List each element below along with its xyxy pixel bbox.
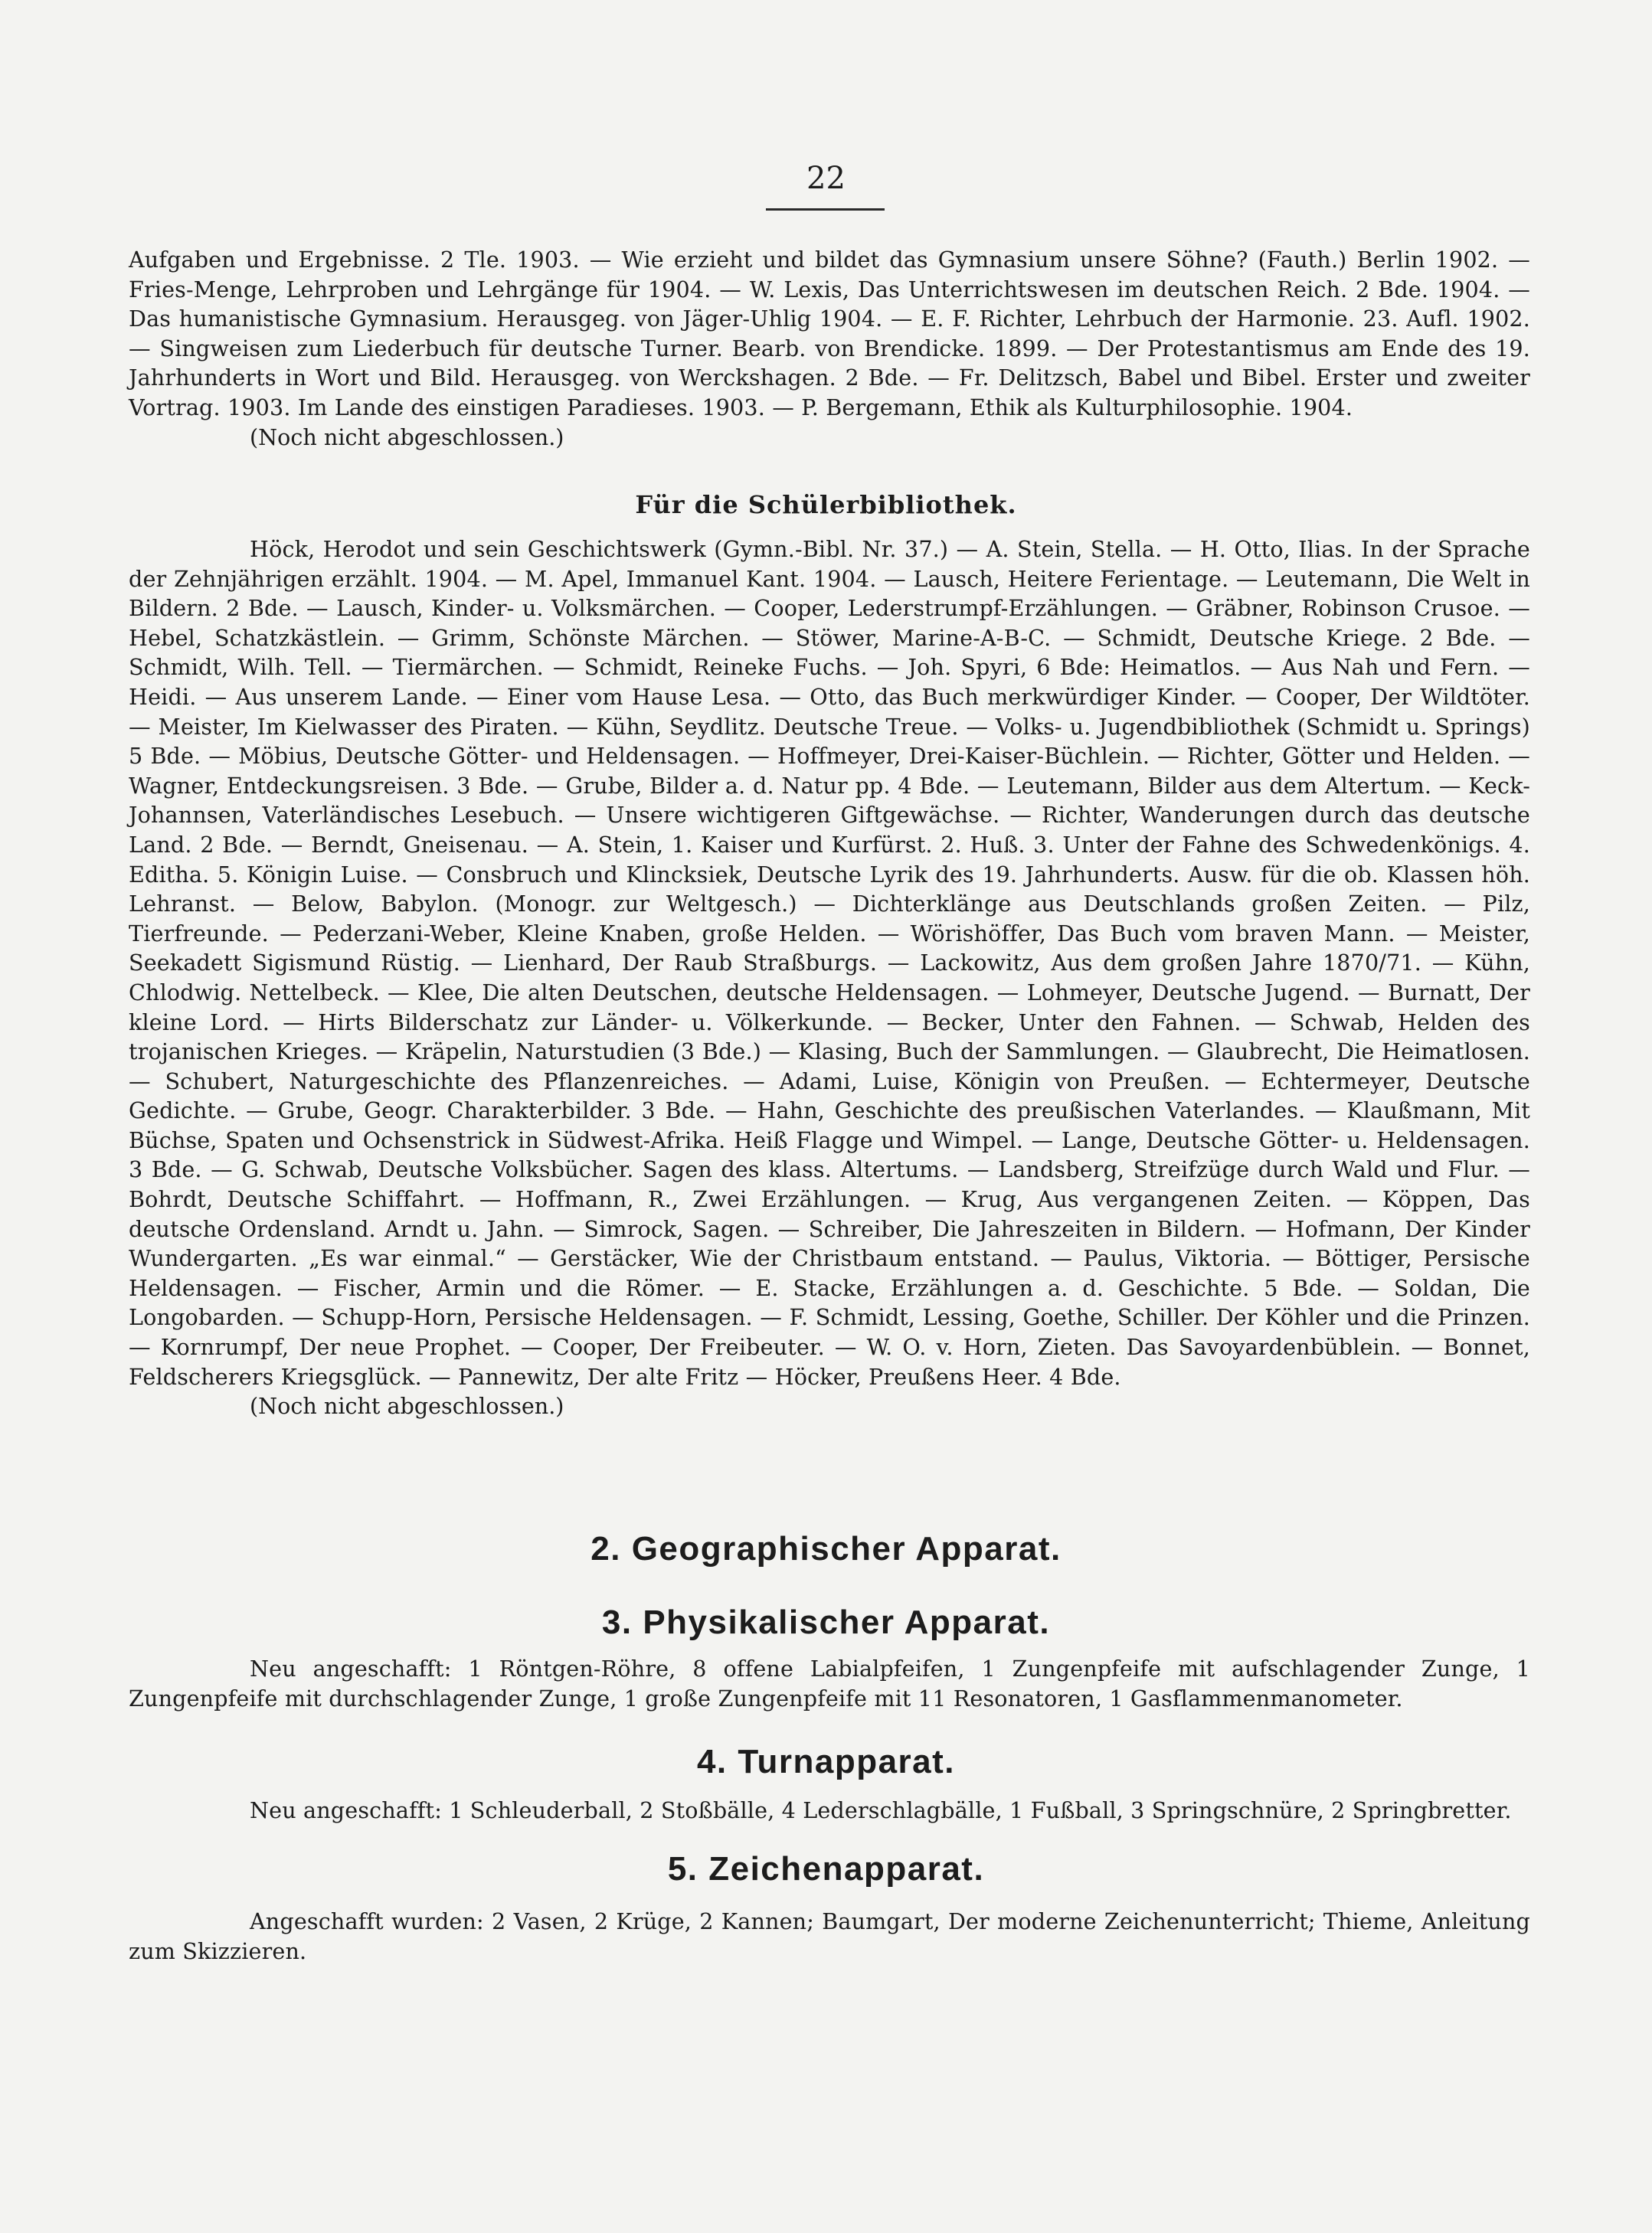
- section-geographic-title: 2. Geographischer Apparat.: [590, 1530, 1062, 1568]
- student-library-note: (Noch nicht abgeschlossen.): [250, 1393, 564, 1420]
- page-number: 22: [806, 161, 846, 196]
- page-number-rule: [766, 208, 885, 211]
- section-physical-text: Neu angeschafft: 1 Röntgen-Röhre, 8 offene Labialpfeifen, 1 Zungenpfeife mit aufschlagender Zunge, 1 Zungenpfeife mit durchschlagender Zunge, 1 große Zungenpfeife mit 11 Resonatoren, 1 Gasflammenmanometer.: [129, 1656, 1530, 1712]
- section-physical-block: [129, 1654, 1530, 1713]
- student-library-heading: Für die Schülerbibliothek.: [635, 490, 1017, 519]
- teacher-library-note: (Noch nicht abgeschlossen.): [250, 423, 564, 450]
- student-library-block: [129, 535, 1530, 1421]
- teacher-library-text: Aufgaben und Ergebnisse. 2 Tle. 1903. — Wie erzieht und bildet das Gymnasium unsere Söhne? (Fauth.) Berlin 1902. — Fries-Menge, Lehrproben und Lehrgänge für 1904. — W. Lexis, Das Unterrichtswesen im deutschen Reich. 2 Bde. 1904. — Das humanistische Gymnasium. Herausgeg. von Jäger-Uhlig 1904. — E. F. Richter, Lehrbuch der Harmonie. 23. Aufl. 1902. — Singweisen zum Liederbuch für deutsche Turner. Bearb. von Brendicke. 1899. — Der Protestantismus am Ende des 19. Jahrhunderts in Wort und Bild. Herausgeg. von Werckshagen. 2 Bde. — Fr. Delitzsch, Babel und Bibel. Erster und zweiter Vortrag. 1903. Im Lande des einstigen Paradieses. 1903. — P. Bergemann, Ethik als Kulturphilosophie. 1904.: [129, 247, 1530, 420]
- section-gym-text: Neu angeschafft: 1 Schleuderball, 2 Stoßbälle, 4 Lederschlagbälle, 1 Fußball, 3 Springschnüre, 2 Springbretter.: [250, 1797, 1512, 1823]
- section-drawing-title: 5. Zeichenapparat.: [667, 1850, 985, 1888]
- section-drawing-text: Angeschafft wurden: 2 Vasen, 2 Krüge, 2 Kannen; Baumgart, Der moderne Zeichenunterricht; Thieme, Anleitung zum Skizzieren.: [129, 1908, 1530, 1964]
- teacher-library-block: [129, 245, 1530, 452]
- section-gym-title: 4. Turnapparat.: [696, 1743, 956, 1780]
- student-library-text: Höck, Herodot und sein Geschichtswerk (Gymn.-Bibl. Nr. 37.) — A. Stein, Stella. — H. Otto, Ilias. In der Sprache der Zehnjährigen erzählt. 1904. — M. Apel, Immanuel Kant. 1904. — Lausch, Heitere Ferientage. — Leutemann, Die Welt in Bildern. 2 Bde. — Lausch, Kinder- u. Volksmärchen. — Cooper, Lederstrumpf-Erzählungen. — Gräbner, Robinson Crusoe. — Hebel, Schatzkästlein. — Grimm, Schönste Märchen. — Stöwer, Marine-A-B-C. — Schmidt, Deutsche Kriege. 2 Bde. — Schmidt, Wilh. Tell. — Tiermärchen. — Schmidt, Reineke Fuchs. — Joh. Spyri, 6 Bde: Heimatlos. — Aus Nah und Fern. — Heidi. — Aus unserem Lande. — Einer vom Hause Lesa. — Otto, das Buch merkwürdiger Kinder. — Cooper, Der Wildtöter. — Meister, Im Kielwasser des Piraten. — Kühn, Seydlitz. Deutsche Treue. — Volks- u. Jugendbibliothek (Schmidt u. Springs) 5 Bde. — Möbius, Deutsche Götter- und Heldensagen. — Hoffmeyer, Drei-Kaiser-Büchlein. — Richter, Götter und Helden. — Wagner, Entdeckungsreisen. 3 Bde. — Grube, Bilder a. d. Natur pp. 4 Bde. — Leutemann, Bilder aus dem Altertum. — Keck-Johannsen, Vaterländisches Lesebuch. — Unsere wichtigeren Giftgewächse. — Richter, Wanderungen durch das deutsche Land. 2 Bde. — Berndt, Gneisenau. — A. Stein, 1. Kaiser und Kurfürst. 2. Huß. 3. Unter der Fahne des Schwedenkönigs. 4. Editha. 5. Königin Luise. — Consbruch und Klincksiek, Deutsche Lyrik des 19. Jahrhunderts. Ausw. für die ob. Klassen höh. Lehranst. — Below, Babylon. (Monogr. zur Weltgesch.) — Dichterklänge aus Deutschlands großen Zeiten. — Pilz, Tierfreunde. — Pederzani-Weber, Kleine Knaben, große Helden. — Wörishöffer, Das Buch vom braven Mann. — Meister, Seekadett Sigismund Rüstig. — Lienhard, Der Raub Straßburgs. — Lackowitz, Aus dem großen Jahre 1870/71. — Kühn, Chlodwig. Nettelbeck. — Klee, Die alten Deutschen, deutsche Heldensagen. — Lohmeyer, Deutsche Jugend. — Burnatt, Der kleine Lord. — Hirts Bilderschatz zur Länder- u. Völkerkunde. — Becker, Unter den Fahnen. — Schwab, Helden des trojanischen Krieges. — Kräpelin, Naturstudien (3 Bde.) — Klasing, Buch der Sammlungen. — Glaubrecht, Die Heimatlosen. — Schubert, Naturgeschichte des Pflanzenreiches. — Adami, Luise, Königin von Preußen. — Echtermeyer, Deutsche Gedichte. — Grube, Geogr. Charakterbilder. 3 Bde. — Hahn, Geschichte des preußischen Vaterlandes. — Klaußmann, Mit Büchse, Spaten und Ochsenstrick in Südwest-Afrika. Heiß Flagge und Wimpel. — Lange, Deutsche Götter- u. Heldensagen. 3 Bde. — G. Schwab, Deutsche Volksbücher. Sagen des klass. Altertums. — Landsberg, Streifzüge durch Wald und Flur. — Bohrdt, Deutsche Schiffahrt. — Hoffmann, R., Zwei Erzählungen. — Krug, Aus vergangenen Zeiten. — Köppen, Das deutsche Ordensland. Arndt u. Jahn. — Simrock, Sagen. — Schreiber, Die Jahreszeiten in Bildern. — Hofmann, Der Kinder Wundergarten. „Es war einmal.“ — Gerstäcker, Wie der Christbaum entstand. — Paulus, Viktoria. — Böttiger, Persische Heldensagen. — Fischer, Armin und die Römer. — E. Stacke, Erzählungen a. d. Geschichte. 5 Bde. — Soldan, Die Longobarden. — Schupp-Horn, Persische Heldensagen. — F. Schmidt, Lessing, Goethe, Schiller. Der Köhler und die Prinzen. — Kornrumpf, Der neue Prophet. — Cooper, Der Freibeuter. — W. O. v. Horn, Zieten. Das Savoyardenbüblein. — Bonnet, Feldscherers Kriegsglück. — Pannewitz, Der alte Fritz — Höcker, Preußens Heer. 4 Bde.: [129, 536, 1530, 1390]
- section-physical-title: 3. Physikalischer Apparat.: [601, 1604, 1051, 1641]
- section-gym-block: [129, 1796, 1530, 1826]
- section-drawing-block: [129, 1907, 1530, 1966]
